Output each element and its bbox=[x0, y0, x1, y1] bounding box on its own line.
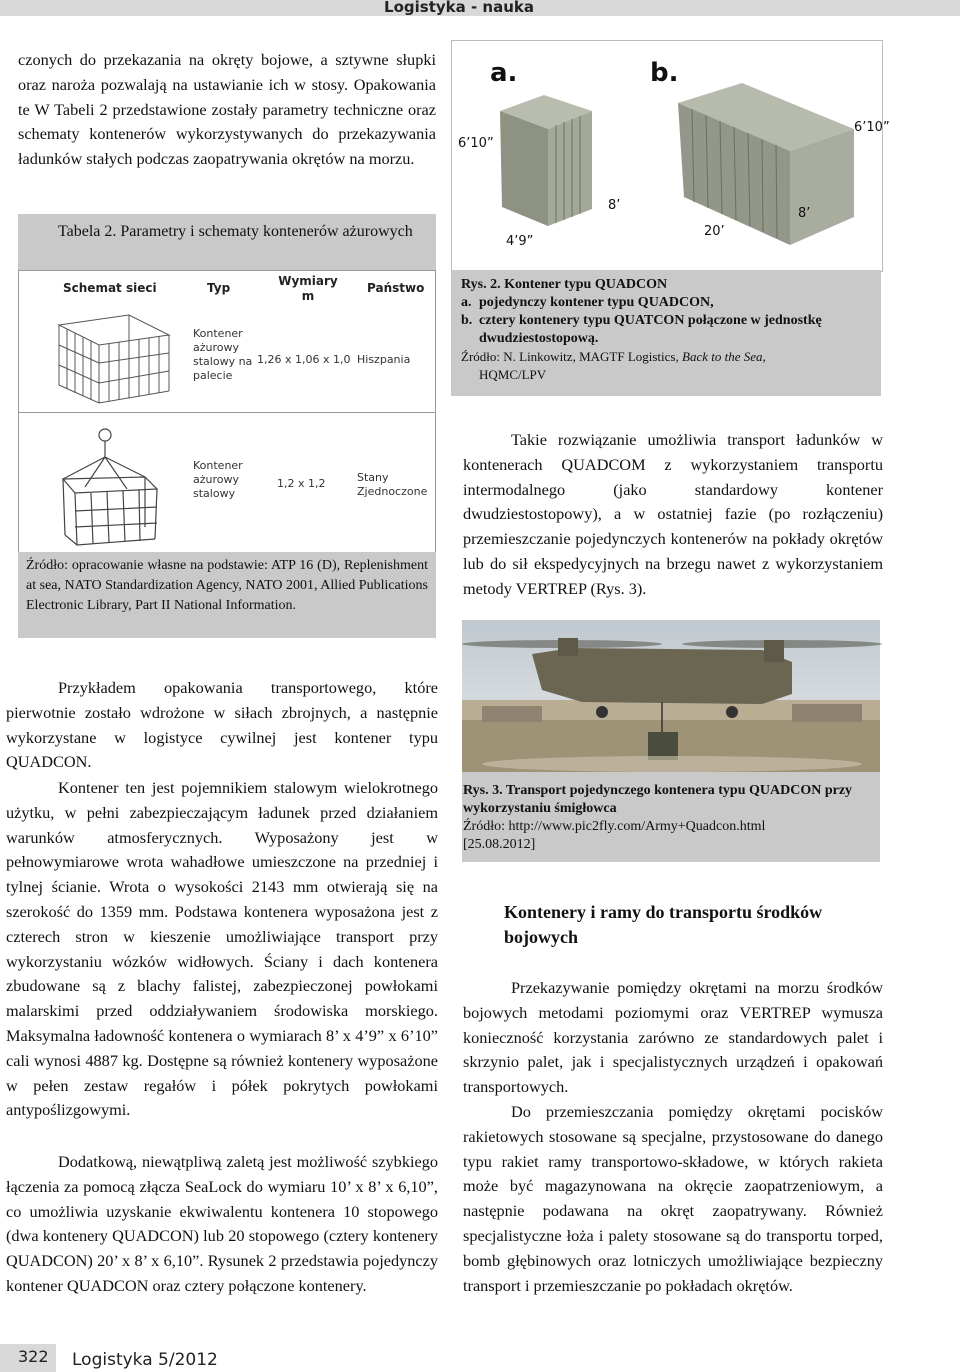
table-source-box bbox=[18, 552, 436, 638]
running-header-title: Logistyka - nauka bbox=[384, 0, 534, 16]
table-header-wymiary: Wymiary m bbox=[278, 274, 338, 303]
fig2-dim-a-height: 6’10” bbox=[458, 136, 494, 151]
single-container-front bbox=[500, 111, 548, 226]
left-paragraph-3: Dodatkową, niewątpliwą zaletą jest możliwość szybkiego łączenia za pomocą złącza SeaLock do wymiaru 10’ x 8’ x 6,10”, co umożliwia uzyskanie ekwiwalentu kontenera 10 stopowego (dwa kontenery QUADCON) lub 20 stopowego (cztery kontenery QUADCON) 20’ x 8’ x 6,10”. Rysunek 2 przedstawia pojedynczy kontener QUADCON oraz cztery połączone kontenery. bbox=[6, 1152, 438, 1295]
fig2-dim-a-depth: 8’ bbox=[608, 198, 621, 213]
single-container-side bbox=[548, 111, 592, 226]
fig3-source: Źródło: http://www.pic2fly.com/Army+Quadcon.html [25.08.2012] bbox=[463, 819, 766, 852]
section-paragraph-1: Przekazywanie pomiędzy okrętami na morzu środków bojowych metodami poziomymi oraz VERTREP wymusza konieczność korzystania zarówno ze standardowych palet i skrzynio palet, jak i specjalistycznych urządzeń i opakowań transportowych. bbox=[463, 978, 883, 1097]
figure-2-caption-box bbox=[451, 270, 881, 396]
fig2-label-b: b. bbox=[650, 58, 679, 88]
table-cell-dims: 1,2 x 1,2 bbox=[277, 477, 326, 490]
section-paragraph-2: Do przemieszczania pomiędzy okrętami pocisków rakietowych stosowane są specjalne, przystosowane do danego typu rakiet ramy transportowo-składowe, w których rakieta może być magazynowana na okręcie zaopatrzeniowym, a następnie podawana na okręt zaopatrywany. Również specjalistyczne łoża i palety stosowane są do transportu torped, bomb głębinowych oraz lotniczych umożliwiające bezpieczny transport i przemieszczanie po pokładach okrętów. bbox=[463, 1102, 883, 1295]
figure-3-caption-box bbox=[462, 772, 880, 862]
fig2-dim-a-width: 4’9” bbox=[506, 234, 534, 249]
table-source: Źródło: opracowanie własne na podstawie: ATP 16 (D), Replenishment at sea, NATO Standardization Agency, NATO 2001, Allied Publications Electronic Library, Part II National Information. bbox=[26, 558, 428, 613]
mesh-pallet-container-sketch bbox=[39, 305, 179, 405]
fig2-item-a-letter: a. bbox=[461, 295, 472, 310]
fig2-caption-title: Rys. 2. Kontener typu QUADCON bbox=[461, 277, 668, 292]
fig2-source-prefix: Źródło: N. Linkowitz, MAGTF Logistics, bbox=[461, 349, 682, 364]
table-caption-box bbox=[18, 214, 436, 270]
fig2-source-title: Back to the Sea, bbox=[682, 349, 766, 364]
left-paragraph-1: Przykładem opakowania transportowego, które pierwotnie zostało wdrożone w siłach zbrojnych, a następnie wykorzystane w logistyce cywilnej jest kontener typu QUADCON. bbox=[6, 678, 438, 772]
table-caption: Tabela 2. Parametry i schematy kontenerów ażurowych bbox=[58, 223, 413, 240]
mesh-container-sling-sketch bbox=[45, 417, 175, 549]
table-cell-dims: 1,26 x 1,06 x 1,0 bbox=[257, 353, 351, 366]
fig2-source-org: HQMC/LPV bbox=[479, 367, 547, 382]
left-paragraph-2: Kontener ten jest pojemnikiem stalowym wielokrotnego użytku, w pełni zabezpieczającym ładunek przed działaniem warunków atmosferycznych. Wyposażony jest w pełnowymiarowe wrota wahadłowe umieszczone na przedniej i tylnej ścianie. Wrota o wysokości 2143 mm otwierają się na szerokość do 1359 mm. Podstawa kontenera wyposażona jest z czterech stron w kieszenie umożliwiające transport przy wykorzystaniu wózków widłowych. Ściany i dach kontenera zbudowane są z blachy falistej, zabezpieczonej powłokami malarskimi przed oddziaływaniem środowiska morskiego. Maksymalna ładowność kontenera o wymiarach 8’ x 4’9” x 6’10” cali wynosi 4887 kg. Dostępne są również kontenery wyposażone w pełen zestaw regałów i półek pokrytych powłokami antypoślizgowymi. bbox=[6, 778, 438, 1120]
table-row-2 bbox=[18, 412, 436, 554]
footer-page-number: 322 bbox=[18, 1347, 49, 1366]
table-cell-country: Stany Zjednoczone bbox=[357, 471, 428, 498]
fig2-dim-b-depth: 8’ bbox=[798, 206, 811, 221]
fig2-dim-b-height: 6’10” bbox=[854, 120, 890, 135]
table-cell-country: Hiszpania bbox=[357, 353, 411, 366]
fig2-item-b: cztery kontenery typu QUATCON połączone w jednostkę dwudziestostopową. bbox=[479, 313, 822, 346]
figure-3-photo bbox=[462, 620, 880, 772]
fig2-dim-b-length: 20’ bbox=[704, 224, 725, 239]
footer-journal: Logistyka 5/2012 bbox=[72, 1350, 218, 1370]
table-header-schemat: Schemat sieci bbox=[63, 281, 157, 295]
table-cell-type: Kontener ażurowy stalowy na palecie bbox=[193, 327, 253, 382]
right-paragraph-1: Takie rozwiązanie umożliwia transport ładunków w kontenerach QUADCOM z wykorzystaniem transportu intermodalnego (jako standardowy kontener dwudziestostopowy), a w ostatniej fazie (po rozłączeniu) przemieszczanie pojedynczych kontenerów na pokłady okrętów lub do sił ekspedycyjnych na brzegu nawet z wykorzystaniem metody VERTREP (Rys. 3). bbox=[463, 430, 883, 598]
fig2-source bbox=[461, 348, 871, 366]
fig2-item-b-letter: b. bbox=[461, 313, 473, 328]
fig2-item-a: pojedynczy kontener typu QUADCON, bbox=[479, 295, 714, 310]
section-heading: Kontenery i ramy do transportu środków bojowych bbox=[504, 902, 823, 947]
table-header-panstwo: Państwo bbox=[367, 281, 425, 295]
table-header-typ: Typ bbox=[207, 281, 231, 295]
figure-2-image bbox=[451, 40, 890, 272]
table-cell-type: Kontener ażurowy stalowy bbox=[193, 459, 243, 500]
fig2-label-a: a. bbox=[490, 58, 518, 88]
intro-paragraph: czonych do przekazania na okręty bojowe, a sztywne słupki oraz naroża pozwalają na ustawianie ich w stosy. Opakowania te W Tabeli 2 przedstawione zostały parametry techniczne oraz schematy kontenerów wykorzystywanych do przekazywania ładunków stałych podczas zaopatrywania okrętów na morzu. bbox=[18, 50, 436, 169]
fig3-caption-title: Rys. 3. Transport pojedynczego kontenera typu QUADCON przy wykorzystaniu śmigłowca bbox=[463, 783, 853, 816]
table-row-1 bbox=[18, 270, 436, 414]
